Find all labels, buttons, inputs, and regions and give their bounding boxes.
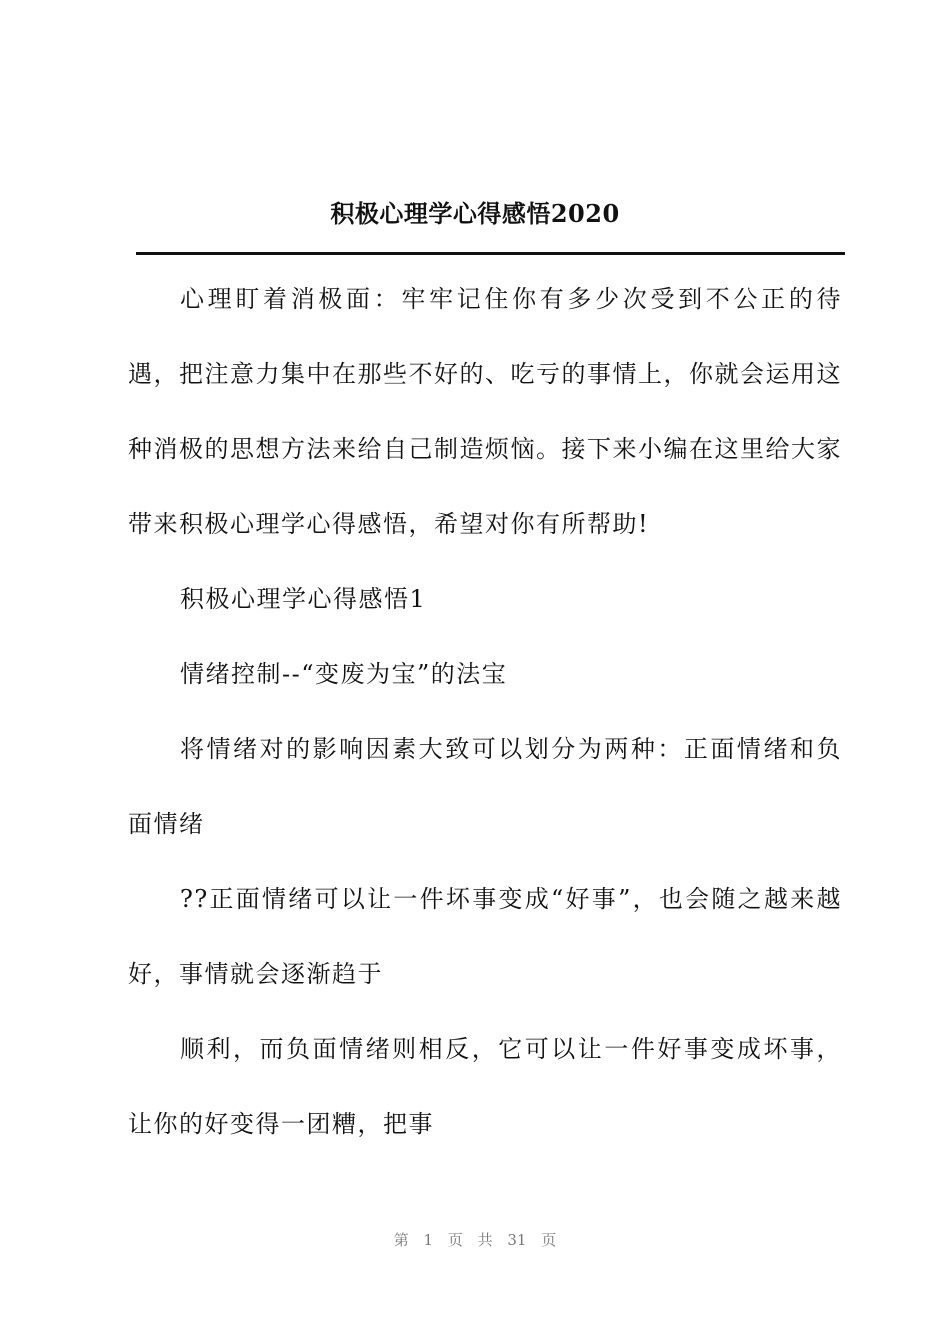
body-paragraph: 顺利，而负面情绪则相反，它可以让一件好事变成坏事，让你的好变得一团糟，把事 <box>128 1035 842 1138</box>
title-divider <box>136 252 845 255</box>
body-paragraph: 心理盯着消极面：牢牢记住你有多少次受到不公正的待遇，把注意力集中在那些不好的、吃亏的事情上，你就会运用这种消极的思想方法来给自己制造烦恼。接下来小编在这里给大家带来积极心理学心得感悟，希望对你有所帮助! <box>128 285 842 538</box>
section-heading: 积极心理学心得感悟1 <box>180 585 427 613</box>
body-paragraph: 将情绪对的影响因素大致可以划分为两种：正面情绪和负面情绪 <box>128 735 842 838</box>
subsection-heading: 情绪控制--“变废为宝”的法宝 <box>180 660 508 688</box>
document-body <box>128 262 842 1162</box>
body-paragraph: ??正面情绪可以让一件坏事变成“好事”，也会随之越来越好，事情就会逐渐趋于 <box>128 885 842 988</box>
page-number-footer: 第 1 页 共 31 页 <box>393 1231 557 1249</box>
document-title: 积极心理学心得感悟2020 <box>330 199 620 228</box>
